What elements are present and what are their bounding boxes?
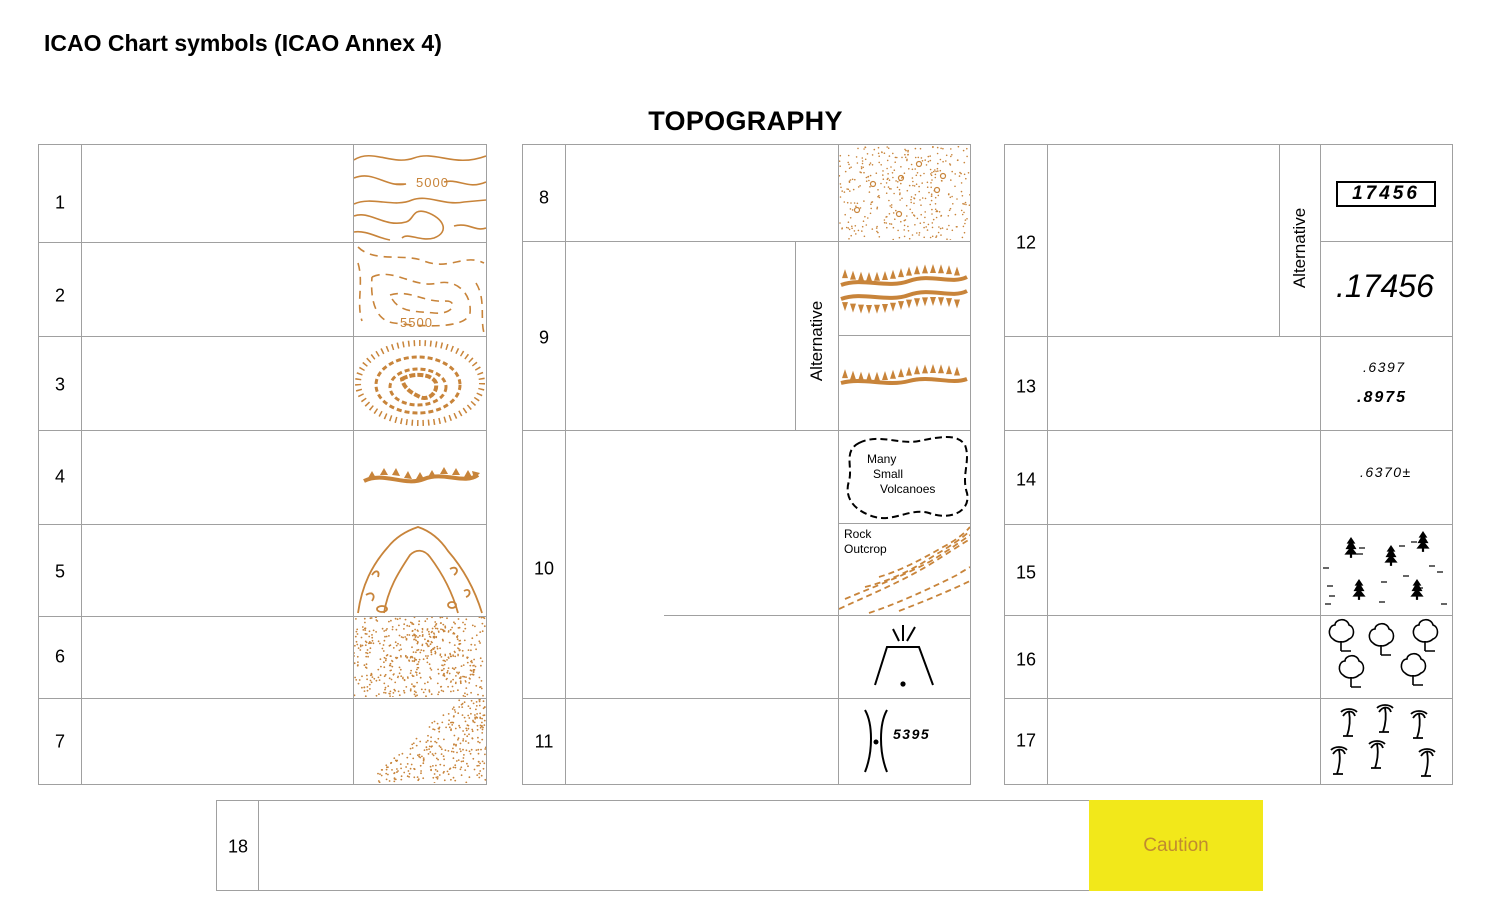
row-number-16: 16 <box>1015 649 1037 670</box>
approximate-contours-symbol <box>354 243 486 335</box>
row-number-1: 1 <box>54 192 65 213</box>
row-number-12: 12 <box>1015 232 1037 253</box>
row-number-15: 15 <box>1015 562 1037 583</box>
escarpment-alt-symbol <box>839 337 970 429</box>
volcanoes-label-2: Small <box>873 467 904 481</box>
row-number-7: 7 <box>54 731 65 752</box>
volcanoes-label-3: Volcanoes <box>880 482 936 496</box>
contour-label-5000: 5000 <box>416 175 449 190</box>
hachures-symbol <box>354 337 486 429</box>
alternative-label-9: Alternative <box>807 300 826 382</box>
row-number-9: 9 <box>538 327 549 348</box>
row-number-18: 18 <box>227 836 249 857</box>
lava-flow-symbol <box>354 525 486 615</box>
uncertain-elevation: .6370± <box>1360 464 1412 480</box>
row-number-4: 4 <box>54 466 65 487</box>
page-title: ICAO Chart symbols (ICAO Annex 4) <box>44 30 442 56</box>
stony-area-symbol <box>839 146 970 240</box>
row-number-6: 6 <box>54 646 65 667</box>
volcanoes-label-1: Many <box>867 452 897 466</box>
contour-lines-symbol <box>354 146 486 242</box>
spot-elevation-1: .6397 <box>1363 359 1406 375</box>
row-number-2: 2 <box>54 285 65 306</box>
row-number-11: 11 <box>534 731 554 752</box>
highest-elevation-boxed-value: 17456 <box>1352 183 1420 204</box>
caution-box: Caution <box>1089 800 1263 891</box>
many-small-volcanoes-symbol <box>839 431 970 523</box>
spot-elevation-2: .8975 <box>1357 389 1408 406</box>
volcano-symbol <box>839 617 970 697</box>
coniferous-trees-symbol <box>1321 526 1452 614</box>
palm-trees-symbol <box>1321 700 1452 782</box>
row-number-14: 14 <box>1015 469 1037 490</box>
row-number-3: 3 <box>54 374 65 395</box>
row-number-5: 5 <box>54 561 65 582</box>
sand-area-symbol <box>354 699 486 783</box>
escarpment-symbol <box>354 431 486 523</box>
row-number-8: 8 <box>538 187 549 208</box>
sand-dunes-symbol <box>354 617 486 697</box>
rock-outcrop-label-1: Rock <box>844 527 872 541</box>
row-number-13: 13 <box>1015 376 1037 397</box>
deciduous-trees-symbol <box>1321 617 1452 697</box>
alternative-label-12: Alternative <box>1290 207 1309 289</box>
row-number-17: 17 <box>1015 730 1037 751</box>
highest-elevation-alt-value: .17456 <box>1336 268 1434 304</box>
section-heading: TOPOGRAPHY <box>648 106 843 136</box>
double-escarpment-symbol <box>839 243 970 335</box>
rock-outcrop-label-2: Outcrop <box>844 542 887 556</box>
contour-label-5500: 5500 <box>400 315 433 330</box>
row-number-10: 10 <box>533 558 555 579</box>
pass-elevation-label: 5395 <box>893 726 931 742</box>
